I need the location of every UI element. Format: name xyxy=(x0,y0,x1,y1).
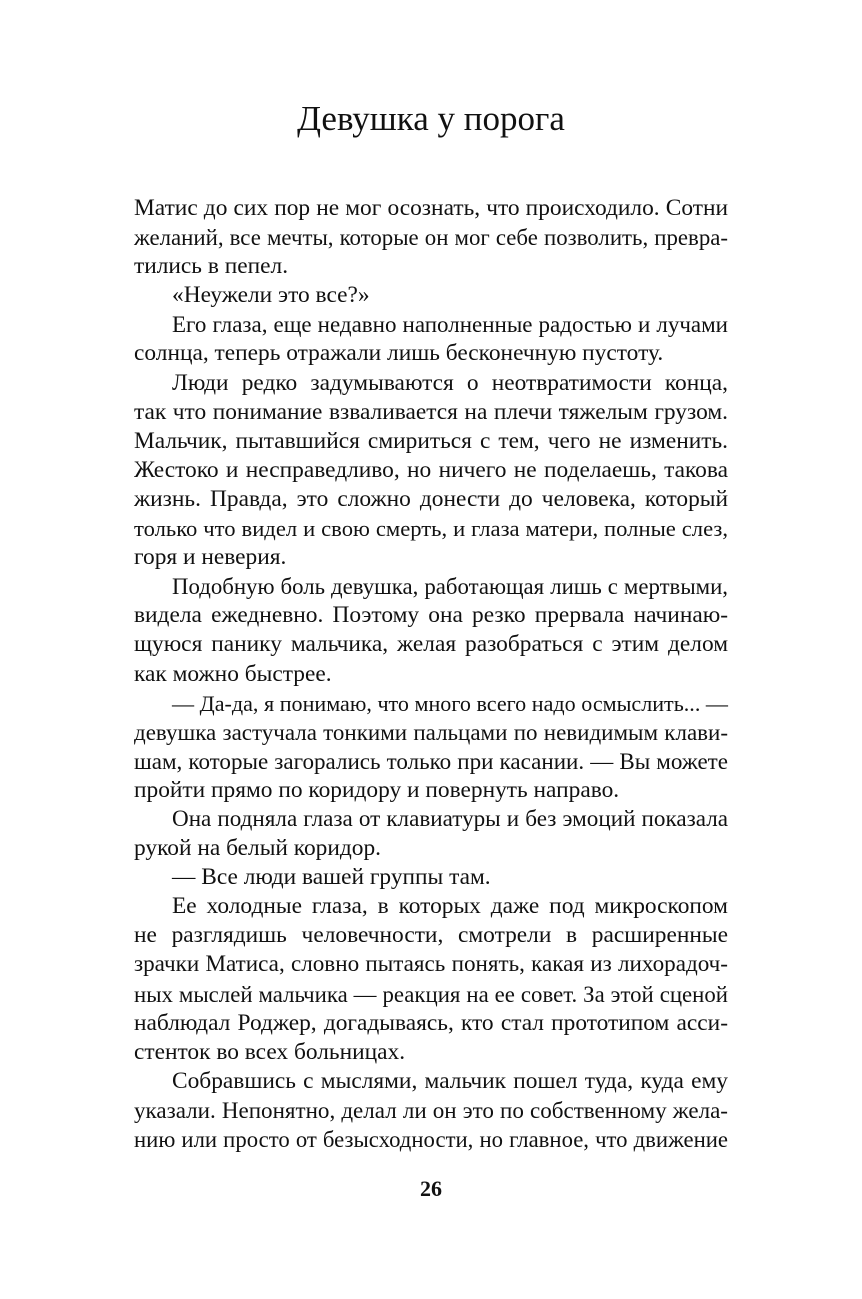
text-line: Жестоко и несправедливо, но ничего не поделаешь, такова xyxy=(134,456,728,483)
text-line: желаний, все мечты, которые он мог себе позволить, превра- xyxy=(134,225,728,251)
text-line: нию или просто от безысходности, но главное, что движение xyxy=(134,1127,728,1152)
body-text xyxy=(134,194,728,1154)
text-line: Матис до сих пор не мог осознать, что происходило. Сотни xyxy=(134,195,728,221)
text-line: щуюся панику мальчика, желая разобраться с этим делом xyxy=(134,631,728,658)
text-line: пройти прямо по коридору и повернуть направо. xyxy=(134,776,620,803)
text-line: так что понимание взваливается на плечи тяжелым грузом. xyxy=(134,398,728,425)
text-line: девушка застучала тонкими пальцами по невидимым клави- xyxy=(134,718,728,745)
text-line: Собравшись с мыслями, мальчик пошел туда, куда ему xyxy=(172,1067,728,1094)
text-line: наблюдал Роджер, догадываясь, кто стал прототипом асси- xyxy=(134,1009,728,1036)
text-line: Ее холодные глаза, в которых даже под микроскопом xyxy=(172,893,728,920)
text-line: тились в пепел. xyxy=(134,253,289,280)
text-line: не разглядишь человечности, смотрели в расширенные xyxy=(134,922,728,949)
text-line: Его глаза, еще недавно наполненные радостью и лучами xyxy=(172,311,728,338)
text-line: — Да-да, я понимаю, что много всего надо осмыслить... — xyxy=(172,690,728,716)
text-line: Люди редко задумываются о неотвратимости конца, xyxy=(172,369,728,396)
text-line: «Неужели это все?» xyxy=(172,282,370,309)
text-line: Подобную боль девушка, работающая лишь с мертвыми, xyxy=(172,574,728,600)
text-line: солнца, теперь отражали лишь бесконечную пустоту. xyxy=(134,340,664,367)
text-line: жизнь. Правда, это сложно донести до человека, который xyxy=(134,485,728,512)
text-line: — Все люди вашей группы там. xyxy=(172,864,491,891)
chapter-title: Девушка у порога xyxy=(297,99,565,138)
text-line: ных мыслей мальчика — реакция на ее совет. За этой сценой xyxy=(134,981,728,1007)
text-line: только что видел и свою смерть, и глаза матери, полные слез, xyxy=(134,516,728,542)
text-line: указали. Непонятно, делал ли он это по собственному жела- xyxy=(134,1096,728,1123)
text-line: зрачки Матиса, словно пытаясь понять, какая из лихорадоч- xyxy=(134,951,728,978)
text-line: Мальчик, пытавшийся смириться с тем, чего не изменить. xyxy=(134,427,728,454)
text-line: рукой на белый коридор. xyxy=(134,835,382,862)
text-line: стенток во всех больницах. xyxy=(134,1038,406,1065)
text-line: горя и неверия. xyxy=(134,544,287,571)
text-line: шам, которые загорались только при касании. — Вы можете xyxy=(134,747,728,774)
page-number: 26 xyxy=(420,1176,442,1201)
text-line: как можно быстрее. xyxy=(134,660,332,687)
text-line: видела ежедневно. Поэтому она резко прервала начинаю- xyxy=(134,602,728,629)
text-line: Она подняла глаза от клавиатуры и без эмоций показала xyxy=(172,805,728,832)
